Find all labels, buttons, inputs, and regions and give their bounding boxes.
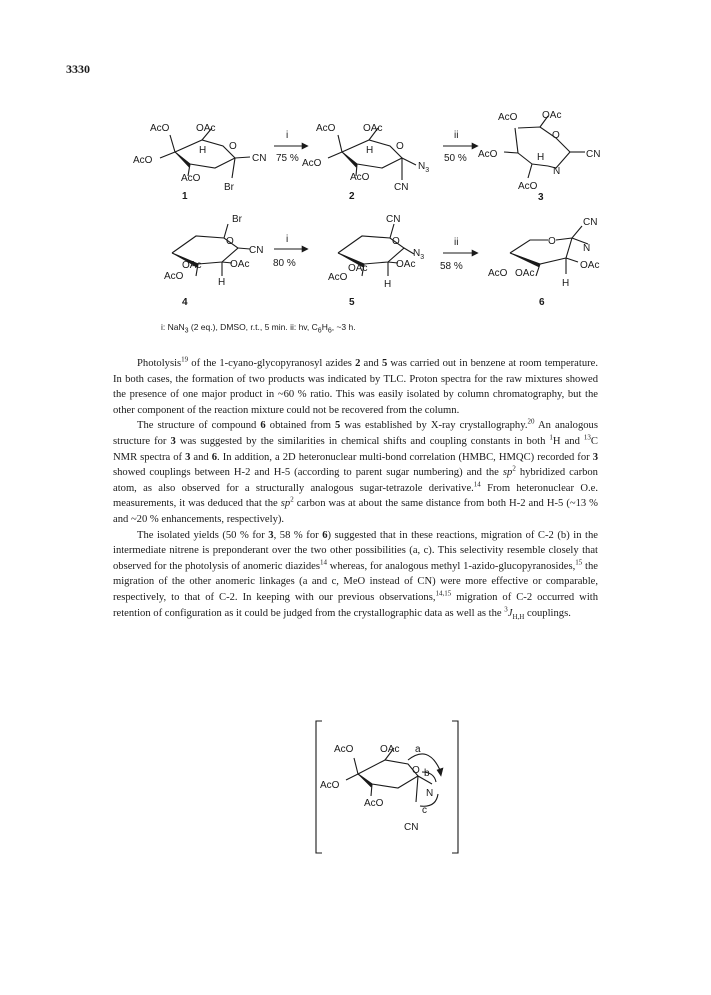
structure-4 — [164, 214, 263, 308]
migration-a-label: a — [415, 744, 421, 755]
aco-label: AcO — [150, 123, 170, 134]
page-number: 3330 — [66, 62, 90, 76]
aco-label: AcO — [478, 149, 498, 160]
step-label: ii — [454, 237, 459, 248]
oac-label: OAc — [196, 123, 216, 134]
h-label: H — [562, 278, 570, 289]
n-label: N — [583, 243, 591, 254]
aco-label: AcO — [316, 123, 336, 134]
aco-label: AcO — [164, 271, 184, 282]
paragraph-2: The structure of compound 6 obtained from 5 was established by X-ray crystallography.$^{20}$ An analogous structure for 3 was suggested by the similarities in chemical shifts and coupling constants in both $^1$H and $^{13}$C NMR spectra of 3 and 6. In addition, a 2D heteronuclear multi-bond correlation (HMBC, HMQC) recorded for 3 showed couplings between H-2 and H-5 (according to parent sugar numbering) and the $sp^2$ hybridized carbon atom, as also observed for a structurally analogous sugar-tetrazole derivative.$^{14}$ From heteronuclear O.e. measurements, it was deduced that the $sp^2$ carbon was at about the same distance from both H-2 and H-5 (~13 % and ~20 % enhancements, respectively). — [113, 417, 599, 525]
br-label: Br — [232, 214, 242, 225]
azide-label: $N_3$ — [418, 161, 430, 174]
nitrene-n-label: N — [426, 788, 434, 799]
cn-label: CN — [586, 149, 601, 160]
cn-label: CN — [394, 182, 409, 193]
ring-o-label: O — [229, 141, 237, 152]
arrow-step-ii-bottom — [440, 237, 478, 272]
compound-number-1: 1 — [182, 191, 188, 202]
compound-number-5: 5 — [349, 297, 355, 308]
cn-label: CN — [249, 245, 264, 256]
aco-label: AcO — [320, 780, 340, 791]
body-text — [113, 356, 598, 621]
step-label: i — [286, 130, 289, 141]
aco-label: AcO — [364, 798, 384, 809]
oac-label: OAc — [542, 110, 562, 121]
cn-label: CN — [386, 214, 401, 225]
aco-label: AcO — [302, 158, 322, 169]
oac-label: OAc — [396, 259, 416, 270]
aco-label: AcO — [350, 172, 370, 183]
oac-label: OAc — [515, 268, 535, 279]
step-label: i — [286, 234, 289, 245]
arrow-step-i-bottom — [273, 234, 308, 269]
br-label: Br — [224, 182, 234, 193]
yield-1-2: 75 % — [276, 153, 299, 164]
oac-label: OAc — [580, 260, 600, 271]
compound-number-6: 6 — [539, 297, 545, 308]
cn-label: CN — [404, 822, 419, 833]
ring-o-label: O — [226, 236, 234, 247]
compound-number-3: 3 — [538, 192, 544, 203]
paragraph-3: The isolated yields (50 % for 3, 58 % for 6) suggested that in these reactions, migration of C-2 (b) in the intermediate nitrene is preponderant over the two other possibilities (a, c). This selectivity resemble closely that observed for the photolysis of anomeric diazides$^{14}$ whereas, for analogous methyl 1-azido-glucopyranosides,$^{15}$ the migration of the other anomeric linkages (a and c, MeO instead of CN) were more effective or comparable, respectively, to that of C-2. In keeping with our previous observations,$^{14,15}$ migration of C-2 occurred with retention of configuration as it could be judged from the crystallographic data as well as the $^3J_{H,H}$ couplings. — [113, 529, 598, 621]
yield-5-6: 58 % — [440, 261, 463, 272]
aco-label: AcO — [334, 744, 354, 755]
aco-label: AcO — [518, 181, 538, 192]
ring-o-label: O — [548, 236, 556, 247]
aco-label: AcO — [488, 268, 508, 279]
h-label: H — [537, 152, 545, 163]
yield-2-3: 50 % — [444, 153, 467, 164]
aco-label: AcO — [133, 155, 153, 166]
compound-number-4: 4 — [182, 297, 188, 308]
n-label: N — [553, 166, 561, 177]
paragraph-1: Photolysis$^{19}$ of the 1-cyano-glycopyranosyl azides 2 and 5 was carried out in benzene at room temperature. In both cases, the formation of two products was indicated by TLC. Proton spectra for the raw mixtures showed the presence of one major product in ~60 % ratio. This was easily isolated by column chromatography, but the other component of the reaction mixture could not be recovered from the column. — [113, 355, 599, 416]
h-label: H — [218, 277, 226, 288]
structure-5 — [328, 214, 424, 308]
scheme-caption: i: NaN$_3$ (2 eq.), DMSO, r.t., 5 min. ii: hv, $C_6H_6$, ~3 h. — [161, 322, 356, 335]
ring-o-label: O — [396, 141, 404, 152]
structure-6 — [488, 217, 599, 308]
structure-3 — [478, 110, 600, 203]
ring-o-label: O — [552, 130, 560, 141]
aco-label: AcO — [498, 112, 518, 123]
azide-label: $N_3$ — [413, 248, 425, 261]
ring-o-label: O — [392, 236, 400, 247]
arrow-step-ii-top — [443, 130, 478, 164]
h-label: H — [384, 279, 392, 290]
cn-label: CN — [583, 217, 598, 228]
step-label: ii — [454, 130, 459, 141]
h-label: H — [366, 145, 374, 156]
migration-b-label: b — [424, 768, 430, 779]
aco-label: AcO — [181, 173, 201, 184]
oac-label: OAc — [182, 260, 202, 271]
yield-4-5: 80 % — [273, 258, 296, 269]
aco-label: AcO — [328, 272, 348, 283]
compound-number-2: 2 — [349, 191, 355, 202]
oac-label: OAc — [230, 259, 250, 270]
h-label: H — [199, 145, 207, 156]
structure-1 — [133, 123, 266, 202]
cn-label: CN — [252, 153, 267, 164]
ring-o-label: O — [412, 765, 420, 776]
structure-2 — [302, 123, 429, 202]
nitrene-intermediate — [316, 721, 458, 853]
migration-c-label: c — [422, 805, 427, 816]
oac-label: OAc — [348, 263, 368, 274]
oac-label: OAc — [363, 123, 383, 134]
oac-label: OAc — [380, 744, 400, 755]
